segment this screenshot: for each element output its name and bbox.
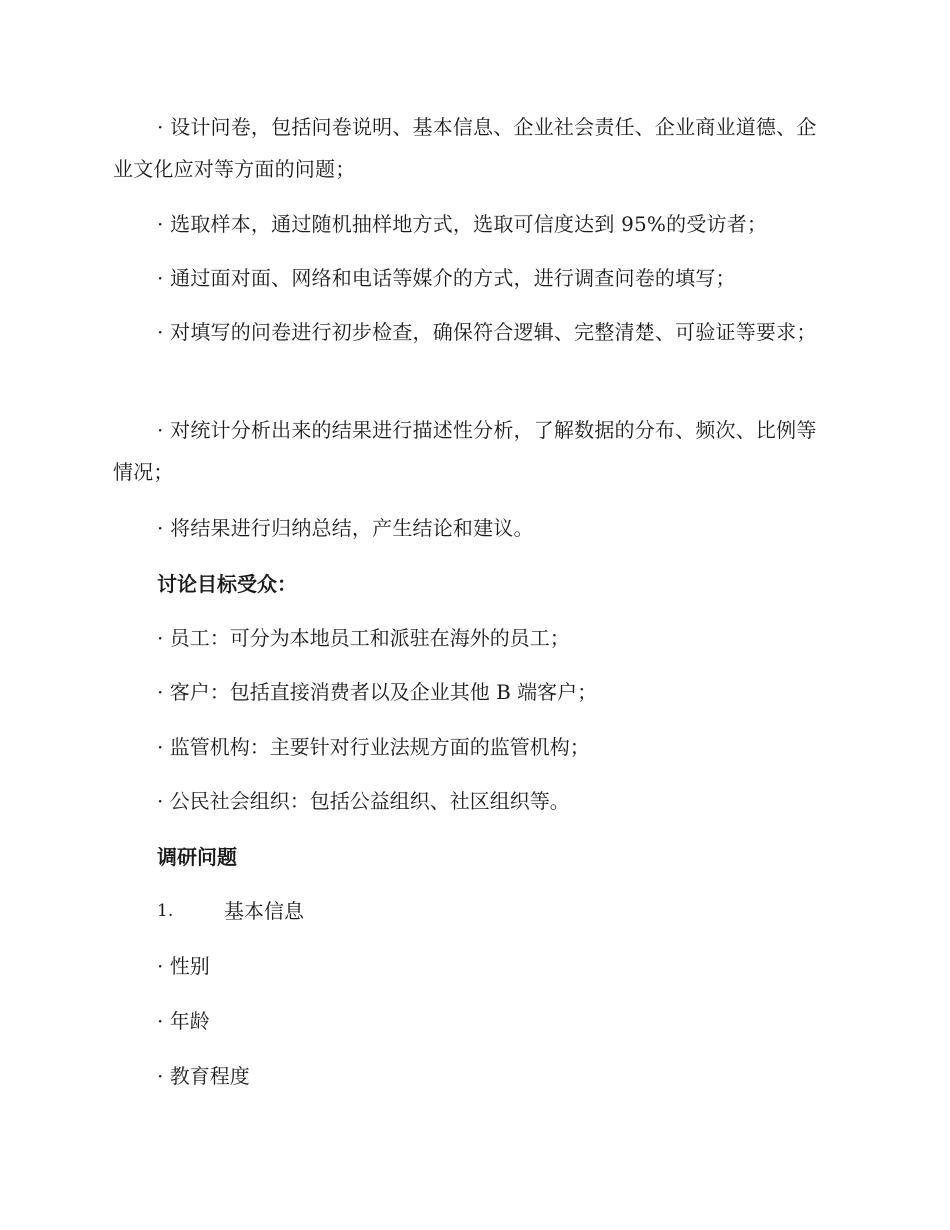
research-item-gender: · 性别 xyxy=(157,954,210,978)
section-number: 1. xyxy=(157,901,174,921)
audience-item-regulators: · 监管机构：主要针对行业法规方面的监管机构； xyxy=(157,735,590,759)
method-step-5: · 对统计分析出来的结果进行描述性分析，了解数据的分布、频次、比例等情况； xyxy=(113,418,817,484)
method-step-2: · 选取样本，通过随机抽样地方式，选取可信度达到 95%的受访者； xyxy=(157,212,768,236)
audience-heading: 讨论目标受众： xyxy=(157,572,297,596)
research-section-1 xyxy=(157,897,304,925)
research-heading: 调研问题 xyxy=(157,845,237,869)
method-step-4: · 对填写的问卷进行初步检查，确保符合逻辑、完整清楚、可验证等要求； xyxy=(157,320,817,344)
method-step-3: · 通过面对面、网络和电话等媒介的方式，进行调查问卷的填写； xyxy=(157,266,736,290)
audience-item-civil-society: · 公民社会组织：包括公益组织、社区组织等。 xyxy=(157,789,570,813)
research-item-education: · 教育程度 xyxy=(157,1064,250,1088)
audience-item-customers: · 客户：包括直接消费者以及企业其他 B 端客户； xyxy=(157,680,598,704)
method-step-6: · 将结果进行归纳总结，产生结论和建议。 xyxy=(157,516,534,540)
research-item-age: · 年龄 xyxy=(157,1009,210,1033)
audience-item-employees: · 员工：可分为本地员工和派驻在海外的员工； xyxy=(157,626,570,650)
section-title: 基本信息 xyxy=(224,899,304,923)
method-step-1: · 设计问卷，包括问卷说明、基本信息、企业社会责任、企业商业道德、企业文化应对等方面的问题； xyxy=(113,115,817,181)
